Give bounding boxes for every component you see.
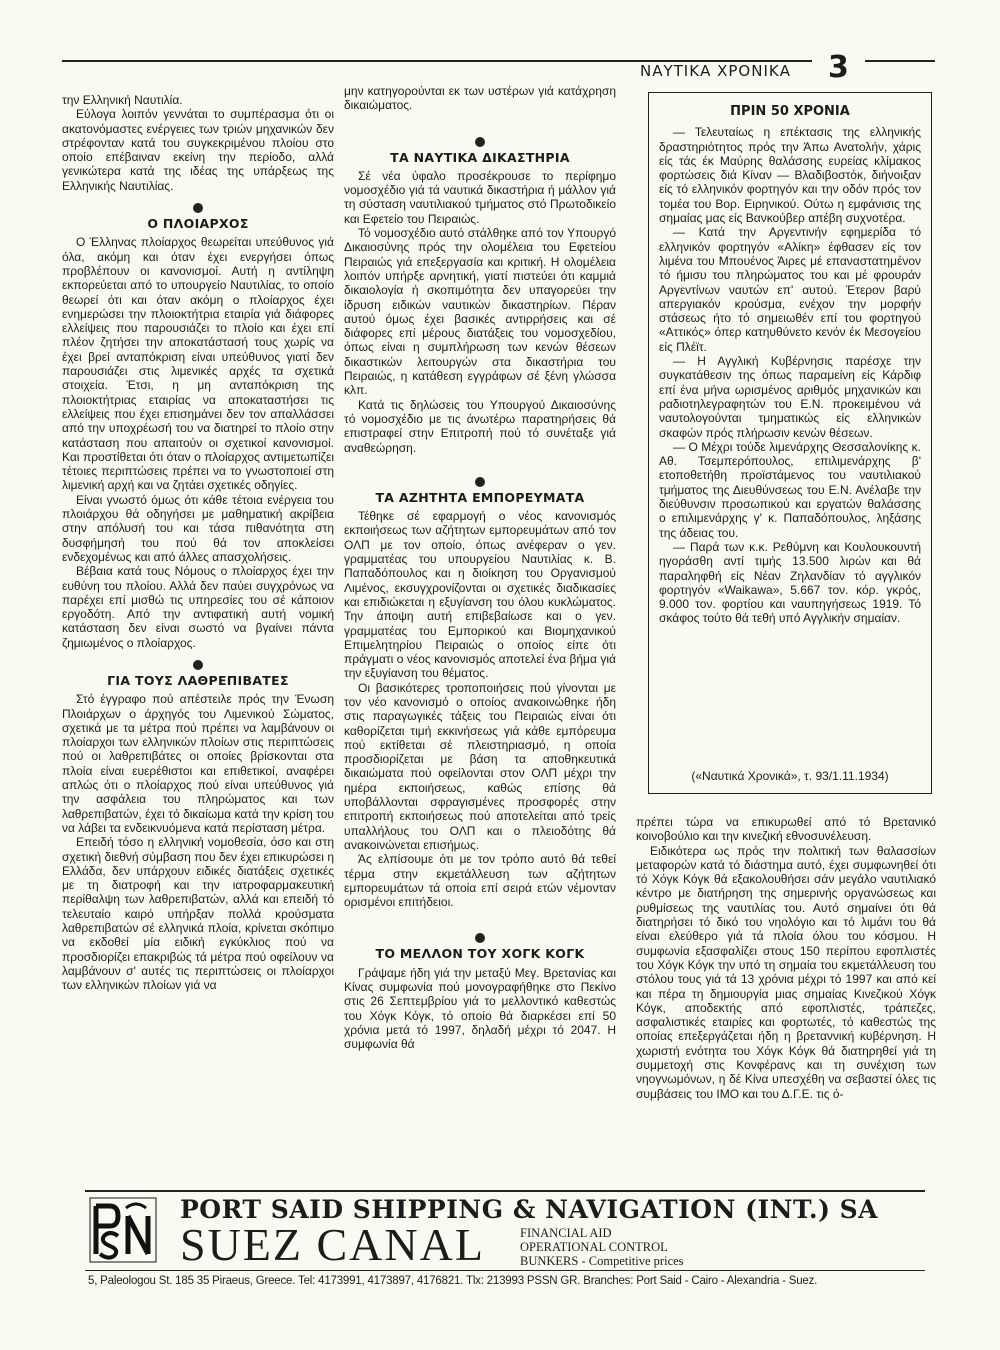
masthead: ΝΑΥΤΙΚΑ ΧΡΟΝΙΚΑ xyxy=(640,62,791,80)
paragraph: — Παρά των κ.κ. Ρεθύμνη και Κουλουκουντή ηγοράσθη αντί τιμής 13.500 λιρών και θά παραληφθή είς Νέαν Ζηλανδίαν τό αγγλικόν φορτηγόν «Waikawa», 5.667 τον. κόρ. γκρός, 9.000 τον. φορτίου και ναυπηγήσεως 1919. Τό σκάφος τούτο θά τεθή υπό Αγγλικήν σημαίαν. xyxy=(659,539,921,626)
bullet-dot xyxy=(475,477,485,487)
paragraph: Ειδικότερα ως πρός την πολιτική των θαλασσίων μεταφορών κατά τό διάστημα αυτό, έχει συμφωνηθεί ότι τό Χόγκ Κόγκ θά εξακολουθήσει σάν μεγάλο ναυτιλιακό κέντρο με διατήρηση της σημερινής οργανώσεως και ρυθμίσεως της ναυτιλίας του. Αυτό σημαίνει ότι θά διατηρήσει τό δικό του νηολόγιο και τό λιμάνι του θά είναι ελεύθερο γιά τά πλοία όλου του κόσμου. Η συμφωνία εξασφαλίζει στους 150 περίπου εφοπλιστές του Χόγκ Κόγκ την υπό τη σημαία του εκμετάλλευση του στόλου τους γιά τά 13 χρόνια μέχρι τό 1997 και από κεί και πέρα τη δημιουργία μιας σημαίας Κινεζικού Χόγκ Κόγκ, αποδεκτής από εφοπλιστές, τράπεζες, ασφαλιστικές εταιρίες και φορτωτές, τό καθεστώς της οποίας επεξεργάζεται ήδη η βρεταννική κυβέρνηση. Η χωριστή ενότητα του Χόγκ Κόγκ θά διατηρηθεί γιά τη συμμετοχή στις Κονφέρανς και τη συνέχιση των νηογνωμόνων, η δέ Κίνα υπεσχέθη να σεβαστεί όλες τις συμβάσεις του ΙΜΟ και του Δ.Γ.Ε. τις ό- xyxy=(636,843,936,1101)
paragraph: Εύλογα λοιπόν γεννάται το συμπέρασμα ότι οι ακατονόμαστες ενέργειες των τριών μηχανικών δεν στρέφονταν κατά του συγκεκριμένου πλοίου στο οποίο επέβαιναν εκείνη την περίοδο, αλλά γενικώτερα κατά της ιδέας της υπάρξεως της Ελληνικής Ναυτιλίας. xyxy=(62,107,334,193)
ad-service-item: BUNKERS - Competitive prices xyxy=(520,1254,684,1268)
bullet-dot xyxy=(193,203,203,213)
paragraph: Γράψαμε ήδη γιά την μεταξύ Μεγ. Βρετανίας και Κίνας συμφωνία πού μονογραφήθηκε στο Πεκίνο στις 26 Σεπτεμβρίου γιά το μελλοντικό καθεστώς του Χόγκ Κόγκ, τό οποίο θά διαρκέσει επί 50 χρόνια μετά τό 1997, δηλαδή μέχρι τό 2047. Η συμφωνία θά xyxy=(344,965,616,1052)
paragraph: — Η Αγγλική Κυβέρνησις παρέσχε την συγκατάθεσιν της όπως παραμείνη είς Κάρδιφ επί ένα μήνα ωρισμένος αριθμός μηχανικών και ραδιοτηλεγραφητών του Ε.Ν. προκειμένου νά ναυτολογούνται τμηματικώς είς ελληνικών σκαφών πρός πλήρωσιν κενών θέσεων. xyxy=(659,354,921,440)
paragraph: Σέ νέα ύφαλο προσέκρουσε το περίφημο νομοσχέδιο γιά τά ναυτικά δικαστήρια ή μάλλον γιά τη σύσταση ναυτιλιακού τμήματος στό Πρωτοδικείο και Εφετείο του Πειραιώς. xyxy=(344,168,616,226)
paragraph: μην κατηγορούνται εκ των υστέρων γιά κατάχρηση δικαιώματος. xyxy=(344,84,616,113)
box-source: («Ναυτικά Χρονικά», τ. 93/1.11.1934) xyxy=(691,769,889,783)
column-1 xyxy=(62,93,334,993)
ad-divider xyxy=(85,1270,925,1271)
ad-service-item: FINANCIAL AID xyxy=(520,1226,612,1240)
bullet-dot xyxy=(475,933,485,943)
section-heading: ΤΑ ΑΖΗΤΗΤΑ ΕΜΠΟΡΕΥΜΑΤΑ xyxy=(375,489,585,505)
section-heading: ΤΟ ΜΕΛΛΟΝ ΤΟΥ ΧΟΓΚ ΚΟΓΚ xyxy=(375,946,585,962)
paragraph: Άς ελπίσουμε ότι με τον τρόπο αυτό θά τεθεί τέρμα στην εκμετάλλευση των αζήτητων εμπορευμάτων τά οποία επί σειρά ετών νέμονταν ορισμένοι επιτήδειοι. xyxy=(344,852,616,910)
header-rule-right xyxy=(865,60,935,62)
ad-service-item: OPERATIONAL CONTROL xyxy=(520,1240,668,1254)
section-heading: Ο ΠΛΟΙΑΡΧΟΣ xyxy=(147,216,249,232)
paragraph: Κατά τις δηλώσεις του Υπουργού Δικαιοσύνης τό νομοσχέδιο με τις άνωτέρω παρατηρήσεις θά επιστραφεί στην Επιτροπή πού τό συνέταξε γιά αναθεώρηση. xyxy=(344,397,616,455)
boxed-article xyxy=(648,92,932,794)
section-heading: ΓΙΑ ΤΟΥΣ ΛΑΘΡΕΠΙΒΑΤΕΣ xyxy=(107,672,289,688)
paragraph: πρέπει τώρα να επικυρωθεί από τό Βρετανικό κοινοβούλιο και την κινεζική εθνοσυνέλευση. xyxy=(636,815,936,844)
section-heading: ΤΑ ΝΑΥΤΙΚΑ ΔΙΚΑΣΤΗΡΙΑ xyxy=(390,149,570,165)
column-2 xyxy=(344,84,616,1052)
pssn-logo xyxy=(88,1196,158,1264)
paragraph: — Ο Μέχρι τούδε λιμενάρχης Θεσσαλονίκης κ. Αθ. Τσεμπερόπουλος, επιλιμενάρχης β' ετοποθετήθη προϊστάμενος του ναυτιλιακού τμήματος της Διευθύνσεως του Ε.Ν. Ανέλαβε την διεύθυνσιν προσωπικού και εργατών θαλάσσης ο επιλιμενάρχης γ' κ. Παπαδόπουλος, ληξάσης της άδειας του. xyxy=(659,439,921,540)
paragraph: Τό νομοσχέδιο αυτό στάλθηκε από τον Υπουργό Δικαιοσύνης πρός την ολομέλεια του Εφετείου Πειραιώς γιά επεξεργασία και κριτική. Η ολομέλεια λοιπόν υπήρξε αρνητική, γιατί πιστεύει ότι καμμιά δικαιολογία ή σκοπιμότητα δεν υπαγορεύει την ίδρυση ειδικών ναυτικών δικαστηρίων. Πέραν αυτού όμως έχει βασικές αντιρρήσεις και σέ διάφορες επί μέρους διατάξεις του νομοσχεδίου, όπως είναι η συμπλήρωση των κενών θέσεων δικαστικών λειτουργών στα δικαστήρια του Πειραιώς, η κατάθεση εγγράφων σέ ξένη γλώσσα κλπ. xyxy=(344,226,616,398)
bullet-dot xyxy=(193,660,203,670)
ad-company-name: PORT SAID SHIPPING & NAVIGATION (INT.) SA xyxy=(180,1195,879,1224)
page-number: 3 xyxy=(828,50,849,85)
paragraph: — Τελευταίως η επέκτασις της ελληνικής δραστηριότητος πρός την Άπω Ανατολήν, χάρις είς τάς έκ Μαύρης θαλάσσης ευρείας κλίμακος φορτώσεις διά Κίναν — Βλαδιβοστόκ, διήνοιξαν είς τό ελληνικόν φορτηγόν και την οδόν πρός τον τομέα του Βορ. Ειρηνικού. Ούτω η εμφάνισις της σημαίας μας είς Βανκούβερ απέβη συχνοτέρα. xyxy=(659,125,921,226)
paragraph: Επειδή τόσο η ελληνική νομοθεσία, όσο και στη σχετική διεθνή σύμβαση που δεν έχει επικυρώσει η Ελλάδα, δεν υπάρχουν ειδικές διατάξεις σχετικές με τη διατροφή και την ιατροφαρμακευτική περίθαλψη των λαθρεπιβατών, αλλά και επειδή τό τελευταίο καιρό υπήρξαν πολλά κρούσματα λαθρεπιβατών σέ ελληνικά πλοία, κρίνεται σκόπιμο να εκδοθεί μία ειδική εγκύκλιος πού να προσδιορίζει επακριβώς τά μέτρα πού οφείλουν να λαμβάνουν σ' αυτές τις περιπτώσεις οι πλοίαρχοι των ελληνικών πλοίων γιά να xyxy=(62,835,334,993)
ad-contact-line: 5, Paleologou St. 185 35 Piraeus, Greece. Tel: 4173991, 4173897, 4176821. Tlx: 213993 PSSN GR. Branches: Port Said - Cairo - Alexandria - Suez. xyxy=(88,1275,818,1287)
paragraph: Στό έγγραφο πού απέστειλε πρός την Ένωση Πλοιάρχων ο άρχηγός του Λιμενικού Σώματος, σχετικά με τα μέτρα πού πρέπει να λαμβάνουν οι πλοίαρχοι των ελληνικών πλοίων στις περιπτώσεις πού οι λαθρεπιβάτες οι οποίες βρίσκονται στα πλοία είναι ευερέθιστοι και επιθετικοί, αναφέρει απλώς ότι ο πλοίαρχος πού είναι υπεύθυνος γιά την ασφάλεια του πληρώματος και των λαθρεπιβατών, έχει τό δικαίωμα κατά την κρίση του να λάβει τα ενδεικνυόμενα κατά περίσταση μέτρα. xyxy=(62,692,334,835)
paragraph: Οι βασικότερες τροποποιήσεις πού γίνονται με τον νέο κανονισμό ο οποίος ανακοινώθηκε ήδη στις παραγωγικές τάξεις του Πειραιώς είναι ότι καθορίζεται τιμή εκκινήσεως γιά κάθε εμπόρευμα πού εκτίθεται σέ πλειστηριασμό, η οποία προσδιορίζεται με βάση τα αποθηκευτικά δικαιώματα πού οφείλονται στον ΟΛΠ μέχρι την ημέρα εκποιήσεως, καθώς επίσης θά υποβάλλονται σφραγισμένες προσφορές στην επιτροπή εκποιήσεως πού αποτελείται από τρείς υπαλλήλους του ΟΛΠ και ο πλειοδότης θά ανακοινώνεται επισήμως. xyxy=(344,680,616,852)
bullet-dot xyxy=(475,137,485,147)
paragraph: Τέθηκε σέ εφαρμογή ο νέος κανονισμός εκποιήσεως των αζήτητων εμπορευμάτων από τον ΟΛΠ με τον οποίο, όπως ανέφεραν ο γεν. γραμματέας του υπουργείου Ναυτιλίας κ. Β. Παπαδόπουλος και η διοίκηση του Οργανισμού Λιμένος, εκσυγχρονίζονται οι σχετικές διαδικασίες και επιδιώκεται η εξυγίανση του όλου κυκλώματος. Την άποψη αυτή επιβεβαίωσε και ο γεν. γραμματέας του Εμπορικού και Βιομηχανικού Επιμελητηρίου Πειραιώς ο οποίος είπε ότι πράγματι ο νέος κανονισμός αποτελεί ένα βήμα γιά την εξυγίανση του θέματος. xyxy=(344,509,616,681)
box-title: ΠΡΙΝ 50 ΧΡΟΝΙΑ xyxy=(730,104,850,119)
paragraph: την Ελληνική Ναυτιλία. xyxy=(62,93,183,107)
paragraph: Ο Έλληνας πλοίαρχος θεωρείται υπεύθυνος γιά όλα, ακόμη και όταν έχει ενεργήσει όπως προβλέπουν οι κανονισμοί. Αυτή η αντίληψη εκπορεύεται από το υπουργείο Ναυτιλίας, το οποίο θεωρεί ότι και όταν ακόμη ο πλοίαρχος έχει ενημερώσει την πλοιοκτήτρια εταιρία γιά διάφορες ελλείψεις που παρουσιάζει το πλοίο και έχει επί πλέον ζητήσει την αποκατάστασή τους χωρίς να έχει βρεί ανταπόκριση είναι υπεύθυνος γιατί δεν παρουσιάζει στις λιμενικές αρχές τα σχετικά στοιχεία. Έτσι, η μη ανταπόκριση της πλοιοκτήτριας εταιρίας να αποκαταστήσει τις ελλείψεις που έχει επισημάνει δεν τον απαλλάσσει από την υποχρέωσή του να διατηρεί το πλοίο στην κατάσταση που απαιτούν οι σχετικοί κανονισμοί. Και προστίθεται ότι όταν ο πλοίαρχος αντιμετωπίζει τέτοιες περιπτώσεις πρέπει να το γνωστοποιεί στη λιμενική αρχή και να ζητάει σχετικές οδηγίες. xyxy=(62,235,334,493)
ad-headline: SUEZ CANAL xyxy=(180,1219,485,1270)
column-3 xyxy=(636,815,936,1101)
paragraph: — Κατά την Αργεντινήν εφημερίδα τό ελληνικόν φορτηγόν «Αλίκη» έφθασεν είς τον λιμένα του Μπουένος Άιρες μέ επαναστατημένον τό ήμισυ του πληρώματος του και μέ φρουράν Αργεντίνων ναυτών επ' αυτού. Έτερον βαρύ απεργιακόν κρούσμα, ενέχον την μορφήν στάσεως ήτο τό σημειωθέν επί του φορτηγού «Αττικός» όπερ κατηυθύνετο κενόν έκ Μεσογείου είς Πλέϊτ. xyxy=(659,225,921,354)
paragraph: Είναι γνωστό όμως ότι κάθε τέτοια ενέργεια του πλοιάρχου θά οδηγήσει με μαθηματική ακρίβεια στην απόλυσή του και τάσα πιθανότητα στη δυσφήμησή του πού θά τον αποκλείσει ενδεχομένως και από άλλες απασχολήσεις. xyxy=(62,492,334,564)
ad-top-rule xyxy=(85,1190,925,1192)
ad-services xyxy=(520,1226,684,1268)
paragraph: Βέβαια κατά τους Νόμους ο πλοίαρχος έχει την ευθύνη του πλοίου. Αλλά δεν παύει συγχρόνως να παρέχει επί μισθώ τις υπηρεσίες του σέ κάποιον εργοδότη. Από την αντιφατική αυτή νομική κατάσταση δεν είναι σωστό να βγαίνει πάντα ζημιωμένος ο πλοίαρχος. xyxy=(62,564,334,650)
